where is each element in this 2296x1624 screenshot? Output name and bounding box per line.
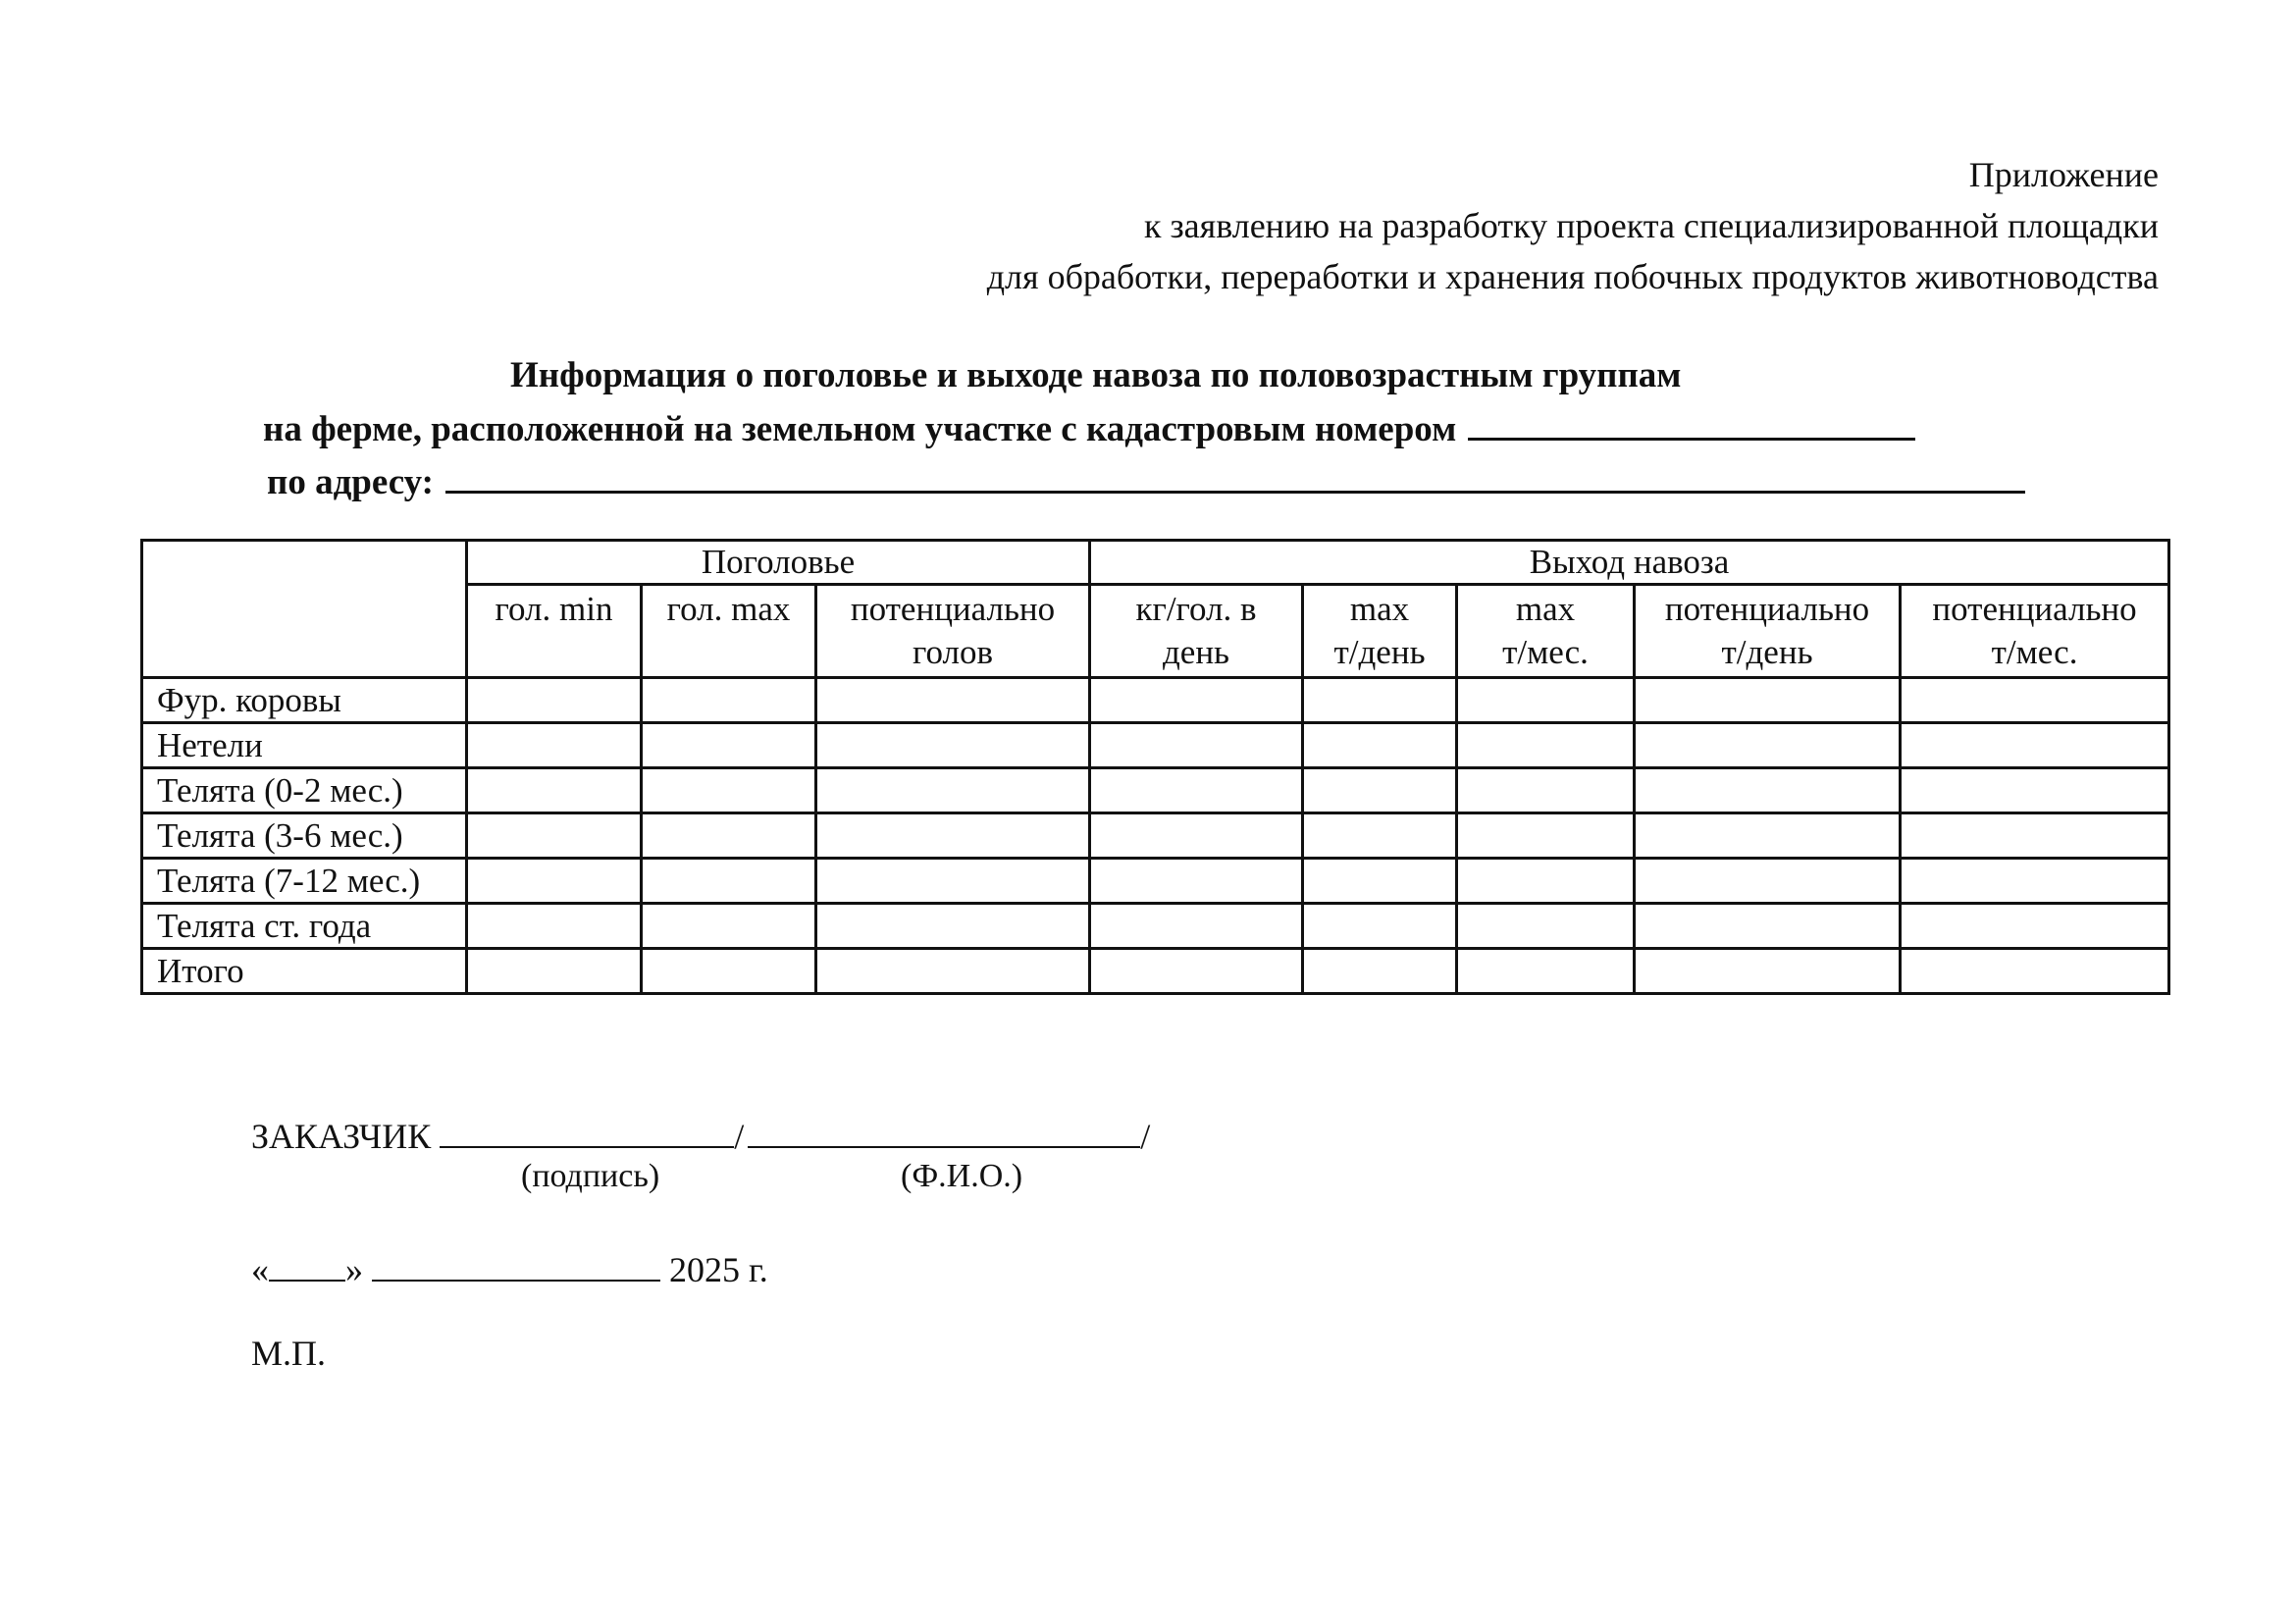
livestock-manure-table	[140, 539, 2170, 995]
appendix-title: Приложение	[1968, 155, 2159, 194]
row-label: Телята ст. года	[142, 904, 467, 949]
table-row	[142, 904, 2169, 949]
table-cell[interactable]	[1303, 859, 1457, 904]
table-cell[interactable]	[1635, 859, 1901, 904]
table-cell[interactable]	[1901, 904, 2169, 949]
table-body	[142, 678, 2169, 994]
column-header-line: т/мес.	[1502, 633, 1589, 671]
column-header-line: т/день	[1721, 633, 1813, 671]
row-label: Итого	[142, 949, 467, 994]
table-cell[interactable]	[1901, 813, 2169, 859]
table-cell[interactable]	[1457, 678, 1635, 723]
column-header	[467, 585, 642, 678]
table-cell[interactable]	[816, 678, 1090, 723]
table-cell[interactable]	[1090, 723, 1303, 768]
column-header-line: потенциально	[850, 590, 1056, 628]
table-cell[interactable]	[1303, 813, 1457, 859]
table-cell[interactable]	[642, 949, 816, 994]
column-header-line: т/мес.	[1991, 633, 2078, 671]
table-cell[interactable]	[1901, 859, 2169, 904]
column-header-line: потенциально	[1932, 590, 2137, 628]
appendix-line-3: для обработки, переработки и хранения побочных продуктов животноводства	[986, 257, 2159, 296]
month-field[interactable]	[372, 1246, 660, 1282]
table-cell[interactable]	[467, 859, 642, 904]
signature-field[interactable]	[440, 1113, 734, 1148]
separator-slash: /	[1140, 1117, 1151, 1156]
row-label: Нетели	[142, 723, 467, 768]
appendix-note	[987, 149, 2159, 302]
address-field[interactable]	[445, 455, 2025, 494]
column-header	[1901, 585, 2169, 678]
table-cell[interactable]	[1635, 723, 1901, 768]
table-cell[interactable]	[1457, 859, 1635, 904]
table-cell[interactable]	[467, 723, 642, 768]
table-cell[interactable]	[642, 678, 816, 723]
table-cell[interactable]	[642, 813, 816, 859]
table-cell[interactable]	[1457, 949, 1635, 994]
table-cell[interactable]	[467, 949, 642, 994]
column-header	[1303, 585, 1457, 678]
table-cell[interactable]	[1901, 768, 2169, 813]
address-label: по адресу:	[267, 462, 435, 502]
table-cell[interactable]	[1901, 678, 2169, 723]
table-cell[interactable]	[1090, 949, 1303, 994]
table-cell[interactable]	[642, 768, 816, 813]
table-row	[142, 949, 2169, 994]
table-cell[interactable]	[1457, 768, 1635, 813]
cadastral-number-field[interactable]	[1468, 402, 1915, 441]
customer-label: ЗАКАЗЧИК	[251, 1117, 432, 1156]
column-header-line: кг/гол. в	[1135, 590, 1257, 628]
column-header	[1090, 585, 1303, 678]
table-cell[interactable]	[467, 678, 642, 723]
year-text: 2025 г.	[669, 1250, 768, 1289]
table-cell[interactable]	[467, 768, 642, 813]
table-cell[interactable]	[467, 813, 642, 859]
column-header-line: день	[1162, 633, 1230, 671]
date-quote-close: »	[345, 1250, 363, 1289]
row-label: Телята (3-6 мес.)	[142, 813, 467, 859]
appendix-line-2: к заявлению на разработку проекта специализированной площадки	[1143, 206, 2159, 245]
table-cell[interactable]	[1901, 949, 2169, 994]
table-cell[interactable]	[1635, 813, 1901, 859]
table-cell[interactable]	[816, 949, 1090, 994]
full-name-caption: (Ф.И.О.)	[901, 1158, 1023, 1194]
table-cell[interactable]	[1303, 904, 1457, 949]
table-cell[interactable]	[1303, 723, 1457, 768]
table-cell[interactable]	[467, 904, 642, 949]
separator-slash: /	[734, 1117, 745, 1156]
table-cell[interactable]	[816, 723, 1090, 768]
column-header	[642, 585, 816, 678]
table-cell[interactable]	[1090, 678, 1303, 723]
table-cell[interactable]	[1457, 904, 1635, 949]
table-cell[interactable]	[1090, 859, 1303, 904]
column-header	[1457, 585, 1635, 678]
table-cell[interactable]	[1635, 678, 1901, 723]
date-line	[251, 1246, 768, 1290]
row-label: Телята (0-2 мес.)	[142, 768, 467, 813]
row-label: Телята (7-12 мес.)	[142, 859, 467, 904]
table-group-header-row	[142, 541, 2169, 585]
table-row	[142, 723, 2169, 768]
table-row	[142, 859, 2169, 904]
group-header-manure: Выход навоза	[1090, 541, 2169, 585]
table-corner-cell	[142, 541, 467, 678]
column-header	[816, 585, 1090, 678]
column-header-line: гол. min	[495, 590, 613, 628]
column-header-line: max	[1515, 590, 1576, 628]
table-cell[interactable]	[1303, 678, 1457, 723]
table-cell[interactable]	[816, 813, 1090, 859]
date-quote-open: «	[251, 1250, 269, 1289]
table-cell[interactable]	[1090, 813, 1303, 859]
signature-caption: (подпись)	[521, 1158, 660, 1194]
column-header	[1635, 585, 1901, 678]
table-cell[interactable]	[642, 904, 816, 949]
group-header-livestock: Поголовье	[467, 541, 1090, 585]
table-cell[interactable]	[816, 859, 1090, 904]
table-cell[interactable]	[1303, 949, 1457, 994]
table-cell[interactable]	[1090, 904, 1303, 949]
table-cell[interactable]	[1457, 813, 1635, 859]
table-cell[interactable]	[1635, 768, 1901, 813]
heading-line-1: Информация о поголовье и выходе навоза по половозрастным группам	[510, 355, 1682, 395]
table-row	[142, 678, 2169, 723]
table-cell[interactable]	[1635, 949, 1901, 994]
table-cell[interactable]	[816, 904, 1090, 949]
heading-line-3	[267, 455, 2025, 509]
column-header-line: max	[1349, 590, 1410, 628]
column-header-line: голов	[913, 633, 994, 671]
row-label: Фур. коровы	[142, 678, 467, 723]
table-cell[interactable]	[1303, 768, 1457, 813]
column-header-line: т/день	[1333, 633, 1426, 671]
table-cell[interactable]	[1635, 904, 1901, 949]
table-cell[interactable]	[1090, 768, 1303, 813]
day-field[interactable]	[269, 1246, 345, 1282]
stamp-place: М.П.	[251, 1334, 327, 1373]
column-header-line: гол. max	[666, 590, 791, 628]
table-row	[142, 768, 2169, 813]
cadastral-label: на ферме, расположенной на земельном участке с кадастровым номером	[263, 409, 1457, 449]
customer-signature-line	[251, 1113, 1150, 1157]
table-cell[interactable]	[642, 723, 816, 768]
table-row	[142, 813, 2169, 859]
table-cell[interactable]	[816, 768, 1090, 813]
table-cell[interactable]	[642, 859, 816, 904]
heading-line-2	[263, 402, 1915, 456]
table-cell[interactable]	[1457, 723, 1635, 768]
full-name-field[interactable]	[748, 1113, 1140, 1148]
column-header-line: потенциально	[1664, 590, 1870, 628]
table-cell[interactable]	[1901, 723, 2169, 768]
